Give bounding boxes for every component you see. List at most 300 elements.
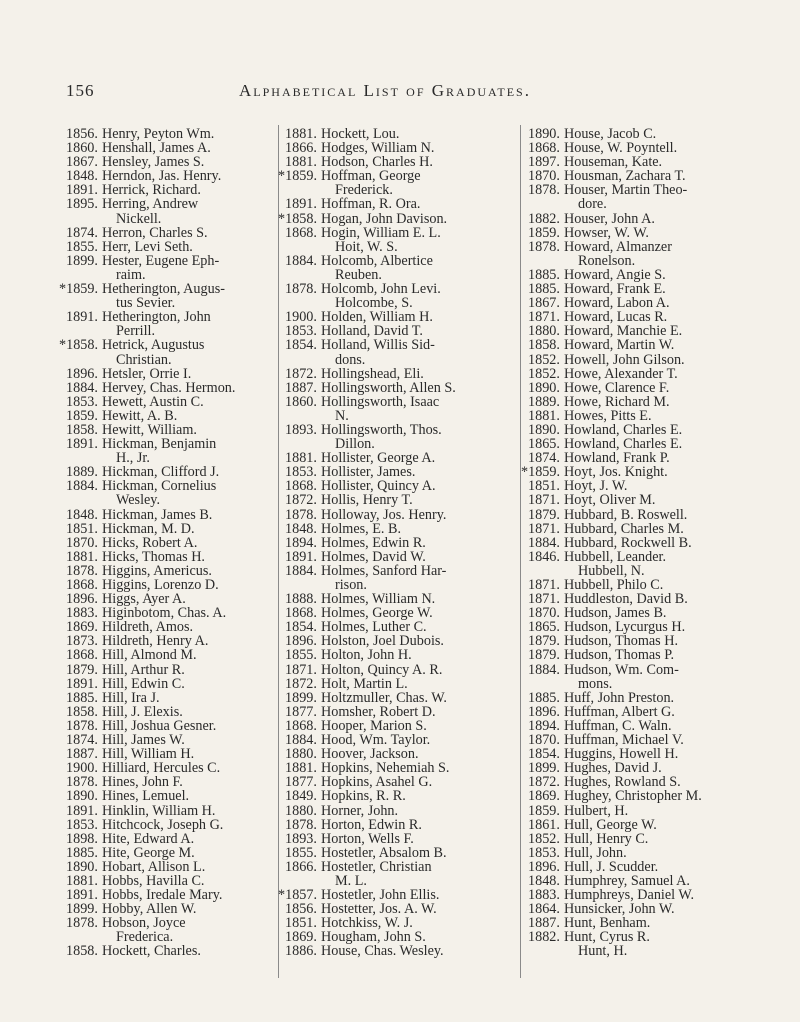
graduate-name: Hewitt, William. — [102, 421, 197, 438]
graduate-name: Hull, George W. — [564, 816, 657, 833]
graduate-name: Holmes, E. B. — [321, 520, 401, 537]
graduate-name: Hicks, Robert A. — [102, 534, 198, 551]
graduate-name: Hollingshead, Eli. — [321, 365, 424, 382]
graduate-name: Hoyt, Jos. Knight. — [564, 464, 668, 481]
graduation-year: 1852. — [528, 351, 560, 368]
graduate-entry — [528, 296, 768, 310]
graduate-name: Hickman, M. D. — [102, 520, 195, 537]
graduation-year: 1880. — [528, 323, 560, 340]
graduate-entry — [285, 338, 510, 366]
graduation-year: 1871. — [528, 577, 560, 593]
graduate-name: Hudson, Wm. Com- — [564, 661, 679, 678]
graduation-year: 1849. — [285, 788, 317, 805]
graduate-entry — [66, 367, 266, 381]
graduate-name: Houser, Martin Theo- — [564, 182, 688, 199]
graduate-entry — [528, 902, 768, 916]
graduation-year: 1877. — [285, 774, 317, 791]
graduation-year: 1883. — [528, 887, 560, 904]
graduate-entry — [285, 846, 510, 860]
graduation-year: 1860. — [66, 140, 98, 157]
graduate-name: Higinbotom, Chas. A. — [102, 605, 227, 622]
graduate-name: House, Chas. Wesley. — [321, 943, 444, 960]
graduate-name: Herring, Andrew — [102, 196, 199, 213]
graduate-entry — [66, 832, 266, 846]
graduation-year: 1884. — [285, 732, 317, 749]
graduate-entry — [528, 127, 768, 141]
graduate-column-3 — [521, 126, 768, 960]
graduate-entry — [528, 747, 768, 761]
graduate-name-continued: Ronelson. — [578, 252, 636, 269]
graduation-year: 1870. — [528, 168, 560, 185]
graduation-year: 1868. — [528, 140, 560, 157]
graduate-entry — [528, 874, 768, 888]
graduate-entry — [285, 663, 510, 677]
graduate-name: Huggins, Howell H. — [564, 746, 679, 763]
graduation-year: 1897. — [528, 154, 560, 171]
graduation-year: 1891. — [66, 182, 98, 199]
graduate-name: Huffman, Albert G. — [564, 703, 675, 720]
graduate-name: Hogin, William E. L. — [321, 224, 441, 241]
graduate-entry — [528, 775, 768, 789]
graduate-name: Howser, W. W. — [564, 224, 649, 241]
graduate-entry — [528, 578, 768, 592]
graduation-year: 1855. — [66, 238, 98, 255]
graduate-entry — [285, 367, 510, 381]
graduate-name-continued: Hunt, H. — [578, 943, 628, 960]
graduate-entry — [66, 747, 266, 761]
graduate-entry — [285, 747, 510, 761]
graduate-entry — [66, 789, 266, 803]
graduate-name: Hill, Almond M. — [102, 647, 197, 664]
graduate-name: Horner, John. — [321, 802, 399, 819]
graduation-year: 1878. — [66, 562, 98, 579]
graduate-name: Hostetler, Absalom B. — [321, 844, 447, 861]
graduation-year: 1886. — [285, 943, 317, 960]
graduation-year: 1853. — [285, 323, 317, 340]
graduate-name: House, Jacob C. — [564, 126, 657, 142]
graduate-name: Howland, Charles E. — [564, 436, 683, 453]
graduate-entry — [59, 281, 266, 312]
column-divider — [520, 125, 521, 978]
graduate-name: Howe, Richard M. — [564, 393, 670, 410]
graduation-year: 1891. — [66, 675, 98, 692]
graduate-name: Hill, J. Elexis. — [102, 703, 183, 720]
graduate-name: Hester, Eugene Eph- — [102, 252, 220, 269]
graduate-name: Howell, John Gilson. — [564, 351, 685, 368]
graduate-name-continued: dore. — [578, 196, 607, 213]
graduation-year: *1857. — [278, 887, 318, 904]
graduate-name-continued: rison. — [335, 577, 367, 593]
graduate-name: Hobby, Allen W. — [102, 901, 197, 918]
graduate-name: Hollingsworth, Thos. — [321, 421, 442, 438]
graduate-entry — [278, 210, 510, 227]
graduation-year: 1890. — [528, 126, 560, 142]
graduate-entry — [528, 451, 768, 465]
graduate-entry — [285, 451, 510, 465]
graduate-name-continued: raim. — [116, 266, 146, 283]
graduate-entry — [66, 437, 266, 465]
graduation-year: 1848. — [285, 520, 317, 537]
graduation-year: 1859. — [66, 407, 98, 424]
graduate-name: Hulbert, H. — [564, 802, 629, 819]
graduate-name: Horton, Wells F. — [321, 830, 414, 847]
graduate-entry — [285, 916, 510, 930]
graduation-year: 1871. — [285, 661, 317, 678]
graduate-entry — [285, 592, 510, 606]
graduation-year: 1893. — [285, 421, 317, 438]
graduate-name: Holmes, George W. — [321, 605, 433, 622]
graduate-entry — [528, 620, 768, 634]
graduation-year: 1879. — [528, 506, 560, 523]
graduate-entry — [528, 324, 768, 338]
graduate-name: Hitchcock, Joseph G. — [102, 816, 224, 833]
graduate-entry — [528, 268, 768, 282]
graduate-name-continued: Nickell. — [116, 210, 162, 227]
graduation-year: 1894. — [285, 534, 317, 551]
graduate-entry — [285, 620, 510, 634]
graduate-name: Hetrick, Augustus — [102, 337, 205, 354]
graduation-year: 1868. — [66, 577, 98, 593]
graduate-entry — [285, 127, 510, 141]
graduate-name: Holden, William H. — [321, 309, 433, 326]
graduate-entry — [66, 916, 266, 944]
graduate-name: Hollister, George A. — [321, 450, 436, 467]
graduate-entry — [528, 789, 768, 803]
graduate-name: Higgins, Lorenzo D. — [102, 577, 219, 593]
graduate-name: Hewett, Austin C. — [102, 393, 204, 410]
graduate-entry — [66, 860, 266, 874]
graduate-entry — [66, 775, 266, 789]
graduate-name: Holt, Martin L. — [321, 675, 408, 692]
graduation-year: 1889. — [66, 464, 98, 481]
graduate-entry — [285, 465, 510, 479]
graduate-name: Holmes, David W. — [321, 548, 426, 565]
graduate-entry — [285, 719, 510, 733]
graduate-name: Hunt, Benham. — [564, 915, 651, 932]
graduate-entry — [66, 677, 266, 691]
graduation-year: 1859. — [528, 224, 560, 241]
graduate-name-continued: tus Sevier. — [116, 295, 176, 312]
graduate-name: Horton, Edwin R. — [321, 816, 422, 833]
graduate-name: Hewitt, A. B. — [102, 407, 178, 424]
graduate-entry — [66, 536, 266, 550]
graduate-name-continued: Christian. — [116, 351, 172, 368]
graduate-entry — [66, 508, 266, 522]
graduation-year: 1891. — [66, 802, 98, 819]
graduation-year: 1868. — [285, 605, 317, 622]
graduate-entry — [528, 634, 768, 648]
graduation-year: 1879. — [528, 633, 560, 650]
graduation-year: 1871. — [528, 309, 560, 326]
graduation-year: 1881. — [285, 450, 317, 467]
graduate-entry — [528, 846, 768, 860]
graduate-name: Howard, Almanzer — [564, 238, 672, 255]
graduate-entry — [528, 860, 768, 874]
graduation-year: 1885. — [528, 689, 560, 706]
graduate-name: Hockett, Lou. — [321, 126, 400, 142]
graduate-name-continued: mons. — [578, 675, 613, 692]
graduation-year: 1868. — [285, 224, 317, 241]
graduate-name: Holmes, William N. — [321, 591, 436, 608]
graduation-year: 1884. — [285, 562, 317, 579]
graduation-year: 1846. — [528, 548, 560, 565]
graduate-name: Hughes, Rowland S. — [564, 774, 681, 791]
graduation-year: 1855. — [285, 647, 317, 664]
graduate-entry — [285, 606, 510, 620]
graduate-entry — [528, 212, 768, 226]
graduate-entry — [528, 832, 768, 846]
graduation-year: 1891. — [66, 309, 98, 326]
page-header — [66, 81, 704, 105]
graduation-year: 1899. — [66, 901, 98, 918]
graduation-year: 1870. — [528, 732, 560, 749]
graduation-year: 1890. — [66, 788, 98, 805]
graduate-entry — [285, 818, 510, 832]
graduate-name: Holmes, Edwin R. — [321, 534, 426, 551]
graduate-entry — [66, 648, 266, 662]
graduate-name: Hill, Ira J. — [102, 689, 160, 706]
graduate-entry — [66, 226, 266, 240]
graduate-name: Hogan, John Davison. — [321, 210, 448, 227]
graduate-name: Holton, Quincy A. R. — [321, 661, 443, 678]
graduation-year: *1858. — [278, 210, 318, 227]
graduate-entry — [66, 381, 266, 395]
graduation-year: 1885. — [528, 266, 560, 283]
graduation-year: 1894. — [528, 717, 560, 734]
graduation-year: 1851. — [528, 478, 560, 495]
graduate-name: Hostetler, Christian — [321, 858, 432, 875]
graduation-year: 1871. — [528, 492, 560, 509]
graduation-year: 1854. — [528, 746, 560, 763]
graduate-name: Hobson, Joyce — [102, 915, 186, 932]
graduation-year: 1884. — [66, 379, 98, 396]
graduate-name: Hite, George M. — [102, 844, 195, 861]
graduate-name-continued: H., Jr. — [116, 450, 150, 467]
graduate-name-continued: Frederica. — [116, 929, 174, 946]
graduate-entry — [285, 141, 510, 155]
graduate-entry — [285, 536, 510, 550]
graduate-entry — [528, 804, 768, 818]
graduation-year: 1858. — [66, 421, 98, 438]
graduation-year: 1871. — [528, 520, 560, 537]
graduate-entry — [285, 522, 510, 536]
graduate-entry — [528, 155, 768, 169]
graduate-entry — [66, 240, 266, 254]
graduation-year: 1872. — [285, 492, 317, 509]
graduation-year: 1880. — [285, 802, 317, 819]
graduation-year: 1879. — [66, 661, 98, 678]
graduate-entry — [285, 381, 510, 395]
graduation-year: 1891. — [285, 548, 317, 565]
graduate-name-continued: Frederick. — [335, 182, 393, 199]
graduation-year: 1848. — [66, 506, 98, 523]
graduation-year: 1898. — [66, 830, 98, 847]
graduate-name: Holmes, Sanford Har- — [321, 562, 447, 579]
graduate-name: Hill, Joshua Gesner. — [102, 717, 217, 734]
graduate-entry — [528, 381, 768, 395]
graduation-year: 1853. — [528, 844, 560, 861]
graduation-year: 1858. — [66, 943, 98, 960]
graduate-name: Holland, Willis Sid- — [321, 337, 435, 354]
graduate-name: Herrick, Richard. — [102, 182, 201, 199]
running-title: Alphabetical List of Graduates. — [239, 81, 531, 100]
graduate-name: Hopkins, R. R. — [321, 788, 406, 805]
graduation-year: 1895. — [66, 196, 98, 213]
graduate-entry — [66, 719, 266, 733]
graduate-entry — [285, 832, 510, 846]
graduation-year: 1874. — [528, 450, 560, 467]
graduation-year: 1866. — [285, 858, 317, 875]
graduate-column-1 — [59, 126, 266, 960]
graduate-entry — [285, 944, 510, 958]
graduate-name: Hines, Lemuel. — [102, 788, 190, 805]
graduate-name: Hoyt, J. W. — [564, 478, 628, 495]
graduate-name: Holton, John H. — [321, 647, 412, 664]
graduate-entry — [528, 592, 768, 606]
graduate-entry — [528, 353, 768, 367]
graduate-name: Hudson, Lycurgus H. — [564, 619, 686, 636]
graduate-name: Hinklin, William H. — [102, 802, 216, 819]
graduation-year: 1868. — [285, 478, 317, 495]
graduate-name: Hudson, Thomas P. — [564, 647, 675, 664]
graduate-name-continued: N. — [335, 407, 349, 424]
graduate-name: Hill, James W. — [102, 732, 185, 749]
graduate-entry — [528, 761, 768, 775]
graduate-name: Huffman, Michael V. — [564, 732, 684, 749]
graduate-entry — [528, 691, 768, 705]
graduate-entry — [66, 874, 266, 888]
graduation-year: 1868. — [66, 647, 98, 664]
graduate-entry — [528, 930, 768, 958]
graduate-entry — [66, 127, 266, 141]
graduation-year: 1878. — [66, 774, 98, 791]
graduate-entry — [66, 663, 266, 677]
graduate-entry — [285, 479, 510, 493]
graduate-name: Hull, John. — [564, 844, 627, 861]
graduate-name: Hoffman, R. Ora. — [321, 196, 421, 213]
graduation-year: 1890. — [66, 858, 98, 875]
graduation-year: 1859. — [528, 802, 560, 819]
graduate-name: Hervey, Chas. Hermon. — [102, 379, 236, 396]
graduate-entry — [66, 606, 266, 620]
graduation-year: 1866. — [285, 140, 317, 157]
graduation-year: 1861. — [528, 816, 560, 833]
graduate-name: Hicks, Thomas H. — [102, 548, 205, 565]
graduate-name: Howard, Frank E. — [564, 281, 666, 298]
graduate-entry — [528, 479, 768, 493]
graduate-name: Hubbard, Charles M. — [564, 520, 684, 537]
graduate-name: Holcomb, John Levi. — [321, 281, 441, 298]
graduate-name: Henshall, James A. — [102, 140, 211, 157]
graduate-entry — [528, 818, 768, 832]
graduate-name: Hudson, James B. — [564, 605, 667, 622]
graduate-name: Hensley, James S. — [102, 154, 205, 171]
graduate-entry — [528, 606, 768, 620]
graduate-name: Hetherington, Augus- — [102, 281, 225, 298]
graduate-name: Hubbell, Philo C. — [564, 577, 664, 593]
graduate-name: Holland, David T. — [321, 323, 423, 340]
graduation-year: 1872. — [285, 675, 317, 692]
graduation-year: 1890. — [528, 379, 560, 396]
graduation-year: 1870. — [66, 534, 98, 551]
graduate-name: Hubbard, Rockwell B. — [564, 534, 692, 551]
graduate-entry — [66, 169, 266, 183]
graduation-year: 1882. — [528, 210, 560, 227]
graduation-year: 1885. — [66, 689, 98, 706]
graduate-name: Hunt, Cyrus R. — [564, 929, 650, 946]
graduate-name: Hooper, Marion S. — [321, 717, 427, 734]
graduation-year: 1884. — [66, 478, 98, 495]
graduate-name: Hughey, Christopher M. — [564, 788, 702, 805]
graduation-year: 1856. — [285, 901, 317, 918]
graduate-entry — [278, 887, 510, 904]
graduate-entry — [285, 564, 510, 592]
graduation-year: 1884. — [285, 252, 317, 269]
graduate-name: Hildreth, Henry A. — [102, 633, 209, 650]
graduate-entry — [66, 479, 266, 507]
graduate-name: Hodson, Charles H. — [321, 154, 433, 171]
graduate-name: Hostetler, John Ellis. — [321, 887, 440, 904]
graduation-year: 1883. — [66, 605, 98, 622]
graduate-name: Humphreys, Daniel W. — [564, 887, 695, 904]
graduate-name: Hill, William H. — [102, 746, 195, 763]
graduate-entry — [66, 522, 266, 536]
graduate-name: Howard, Angie S. — [564, 266, 666, 283]
graduate-name-continued: M. L. — [335, 872, 367, 889]
graduation-year: 1872. — [528, 774, 560, 791]
graduate-name: Hill, Edwin C. — [102, 675, 185, 692]
graduate-entry — [66, 944, 266, 958]
graduate-name-continued: Hoit, W. S. — [335, 238, 398, 255]
graduate-entry — [528, 423, 768, 437]
graduate-entry — [528, 437, 768, 451]
page-number: 156 — [66, 81, 95, 100]
graduation-year: 1869. — [528, 788, 560, 805]
graduate-entry — [285, 423, 510, 451]
graduate-entry — [66, 465, 266, 479]
graduate-name: House, W. Poyntell. — [564, 140, 678, 157]
graduate-name: Hollister, James. — [321, 464, 416, 481]
graduate-name: Hobbs, Havilla C. — [102, 872, 205, 889]
graduate-name: Hickman, Benjamin — [102, 436, 217, 453]
graduation-year: 1896. — [66, 591, 98, 608]
graduate-entry — [528, 169, 768, 183]
graduation-year: 1891. — [285, 196, 317, 213]
graduate-entry — [285, 324, 510, 338]
graduation-year: 1887. — [285, 379, 317, 396]
graduate-name: Holtzmuller, Chas. W. — [321, 689, 447, 706]
graduate-entry — [66, 620, 266, 634]
graduation-year: 1879. — [528, 647, 560, 664]
graduate-name: Herr, Levi Seth. — [102, 238, 193, 255]
graduation-year: 1867. — [66, 154, 98, 171]
graduate-entry — [285, 254, 510, 282]
graduate-entry — [66, 691, 266, 705]
graduate-entry — [66, 761, 266, 775]
graduate-entry — [528, 409, 768, 423]
graduate-entry — [66, 197, 266, 225]
graduation-year: 1884. — [528, 534, 560, 551]
graduate-entry — [528, 367, 768, 381]
graduation-year: 1853. — [66, 393, 98, 410]
graduation-year: 1885. — [528, 281, 560, 298]
graduate-entry — [66, 564, 266, 578]
graduation-year: 1881. — [66, 548, 98, 565]
graduation-year: 1881. — [285, 154, 317, 171]
graduate-name: Hollingsworth, Isaac — [321, 393, 440, 410]
graduation-year: 1873. — [66, 633, 98, 650]
graduation-year: *1859. — [278, 168, 318, 185]
